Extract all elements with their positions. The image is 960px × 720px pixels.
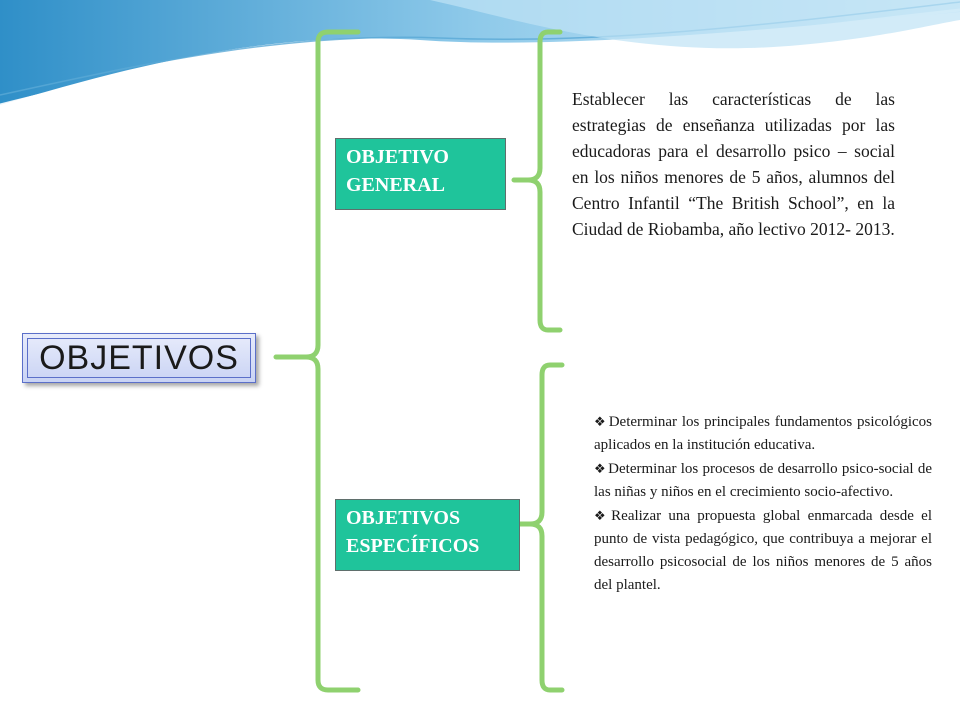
objetivos-especificos-list (594, 410, 932, 597)
objetivo-general-label-line1: OBJETIVO (346, 146, 449, 168)
objetivos-label: OBJETIVOS (39, 338, 239, 377)
diamond-bullet-icon: ❖ (594, 508, 610, 523)
diamond-bullet-icon: ❖ (594, 461, 607, 476)
objetivos-box (22, 333, 256, 383)
list-item (594, 504, 932, 597)
list-item-text: Determinar los principales fundamentos psicológicos aplicados en la institución educativa. (594, 414, 933, 453)
objetivo-general-label-line2: GENERAL (346, 174, 445, 196)
objetivo-general-box (335, 138, 506, 210)
list-item-text: Determinar los procesos de desarrollo psico-social de las niñas y niños en el crecimiento socio-afectivo. (594, 461, 932, 500)
objetivos-especificos-box (335, 499, 520, 571)
list-item (594, 457, 932, 504)
objetivo-general-text: Establecer las características de las estrategias de enseñanza utilizadas por las educadoras para el desarrollo psico – social en los niños menores de 5 años, alumnos del Centro Infantil “The British School”, en la Ciudad de Riobamba, año lectivo 2012- 2013. (572, 89, 895, 239)
specific-bracket (520, 365, 562, 690)
objetivos-especificos-label-line1: OBJETIVOS (346, 507, 461, 529)
objetivos-especificos-label-line2: ESPECÍFICOS (346, 535, 480, 557)
list-item-text: Realizar una propuesta global enmarcada desde el punto de vista pedagógico, que contribuya a mejorar el desarrollo psicosocial de los niños menores de 5 años del plantel. (594, 508, 932, 593)
list-item (594, 410, 932, 457)
diamond-bullet-icon: ❖ (594, 414, 607, 429)
main-bracket (276, 32, 358, 690)
general-bracket (514, 32, 560, 330)
